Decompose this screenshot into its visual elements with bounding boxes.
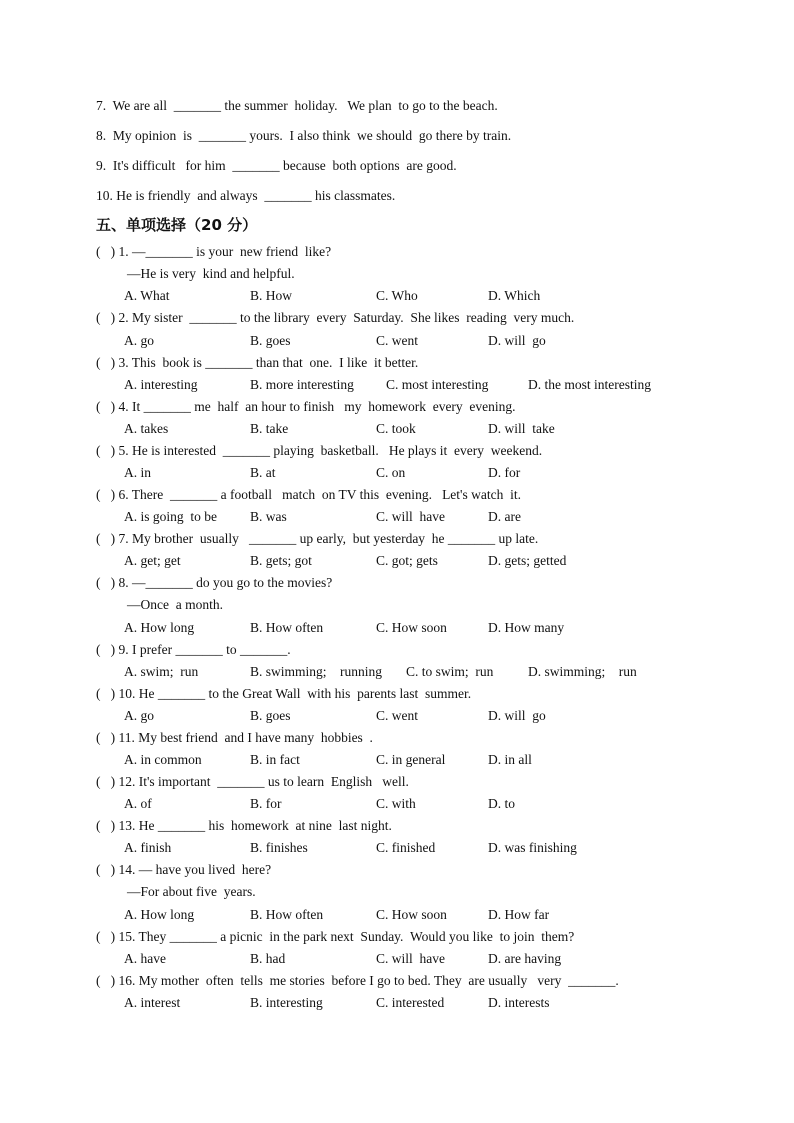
option-d: D. gets; getted: [488, 553, 567, 568]
option-c: C. with: [376, 796, 416, 811]
option-a: A. go: [124, 333, 154, 348]
fill-item-8: 8. My opinion is _______ yours. I also think we should go there by train.: [96, 128, 512, 143]
option-b: B. How: [250, 288, 293, 303]
question-stem: ( ) 14. — have you lived here?: [96, 862, 272, 877]
option-b: B. How often: [250, 620, 324, 635]
question-stem: ( ) 2. My sister _______ to the library every Saturday. She likes reading very much.: [96, 310, 575, 325]
option-c: C. got; gets: [376, 553, 438, 568]
option-b: B. How often: [250, 907, 324, 922]
option-d: D. in all: [488, 752, 532, 767]
option-d: D. for: [488, 465, 521, 480]
option-b: B. take: [250, 421, 289, 436]
option-a: A. is going to be: [124, 509, 217, 524]
option-a: A. in: [124, 465, 151, 480]
option-b: B. for: [250, 796, 282, 811]
question-stem: ( ) 5. He is interested _______ playing basketball. He plays it every weekend.: [96, 443, 543, 458]
option-b: B. gets; got: [250, 553, 312, 568]
option-c: C. on: [376, 465, 406, 480]
option-b: B. at: [250, 465, 276, 480]
question-stem: ( ) 13. He _______ his homework at nine last night.: [96, 818, 392, 833]
option-d: D. are: [488, 509, 521, 524]
option-d: D. will go: [488, 708, 546, 723]
option-a: A. finish: [124, 840, 172, 855]
question-stem: ( ) 7. My brother usually _______ up early, but yesterday he _______ up late.: [96, 531, 539, 546]
option-b: B. swimming; running: [250, 664, 383, 679]
option-b: B. had: [250, 951, 286, 966]
option-a: A. How long: [124, 907, 195, 922]
option-c: C. went: [376, 333, 418, 348]
fill-item-10: 10. He is friendly and always _______ his classmates.: [96, 188, 396, 203]
question-stem: ( ) 8. —_______ do you go to the movies?: [96, 575, 333, 590]
option-c: C. How soon: [376, 907, 447, 922]
option-a: A. get; get: [124, 553, 181, 568]
option-a: A. go: [124, 708, 154, 723]
fill-item-9: 9. It's difficult for him _______ because both options are good.: [96, 158, 457, 173]
question-reply: —He is very kind and helpful.: [127, 266, 295, 281]
question-stem: ( ) 11. My best friend and I have many hobbies .: [96, 730, 373, 745]
question-stem: ( ) 9. I prefer _______ to _______.: [96, 642, 291, 657]
option-a: A. What: [124, 288, 170, 303]
option-d: D. to: [488, 796, 515, 811]
question-stem: ( ) 1. —_______ is your new friend like?: [96, 244, 332, 259]
option-b: B. goes: [250, 708, 291, 723]
option-a: A. takes: [124, 421, 169, 436]
option-a: A. How long: [124, 620, 195, 635]
option-a: A. swim; run: [124, 664, 199, 679]
option-c: C. to swim; run: [406, 664, 494, 679]
question-stem: ( ) 12. It's important _______ us to learn English well.: [96, 774, 409, 789]
option-d: D. How far: [488, 907, 550, 922]
option-c: C. Who: [376, 288, 418, 303]
question-stem: ( ) 3. This book is _______ than that one. I like it better.: [96, 355, 419, 370]
question-stem: ( ) 10. He _______ to the Great Wall with his parents last summer.: [96, 686, 472, 701]
fill-item-7: 7. We are all _______ the summer holiday. We plan to go to the beach.: [96, 98, 498, 113]
option-a: A. interesting: [124, 377, 198, 392]
option-a: A. in common: [124, 752, 202, 767]
option-d: D. the most interesting: [528, 377, 651, 392]
option-c: C. took: [376, 421, 416, 436]
option-c: C. will have: [376, 509, 445, 524]
option-a: A. have: [124, 951, 166, 966]
question-reply: —For about five years.: [127, 884, 256, 899]
option-b: B. goes: [250, 333, 291, 348]
option-b: B. in fact: [250, 752, 300, 767]
option-b: B. more interesting: [250, 377, 354, 392]
option-c: C. went: [376, 708, 418, 723]
option-d: D. interests: [488, 995, 550, 1010]
option-c: C. interested: [376, 995, 445, 1010]
option-c: C. in general: [376, 752, 446, 767]
section-title: 五、单项选择（20 分）: [96, 216, 258, 234]
option-b: B. was: [250, 509, 287, 524]
question-stem: ( ) 4. It _______ me half an hour to finish my homework every evening.: [96, 399, 516, 414]
question-reply: —Once a month.: [127, 597, 223, 612]
option-c: C. will have: [376, 951, 445, 966]
option-d: D. will go: [488, 333, 546, 348]
question-stem: ( ) 6. There _______ a football match on TV this evening. Let's watch it.: [96, 487, 521, 502]
option-d: D. swimming; run: [528, 664, 637, 679]
option-b: B. interesting: [250, 995, 323, 1010]
option-a: A. interest: [124, 995, 181, 1010]
option-d: D. will take: [488, 421, 555, 436]
question-stem: ( ) 16. My mother often tells me stories before I go to bed. They are usually very _______.: [96, 973, 619, 988]
option-d: D. How many: [488, 620, 565, 635]
option-a: A. of: [124, 796, 152, 811]
option-b: B. finishes: [250, 840, 308, 855]
option-d: D. are having: [488, 951, 562, 966]
option-c: C. most interesting: [386, 377, 489, 392]
option-c: C. finished: [376, 840, 436, 855]
option-c: C. How soon: [376, 620, 447, 635]
option-d: D. Which: [488, 288, 541, 303]
question-stem: ( ) 15. They _______ a picnic in the park next Sunday. Would you like to join them?: [96, 929, 575, 944]
option-d: D. was finishing: [488, 840, 577, 855]
